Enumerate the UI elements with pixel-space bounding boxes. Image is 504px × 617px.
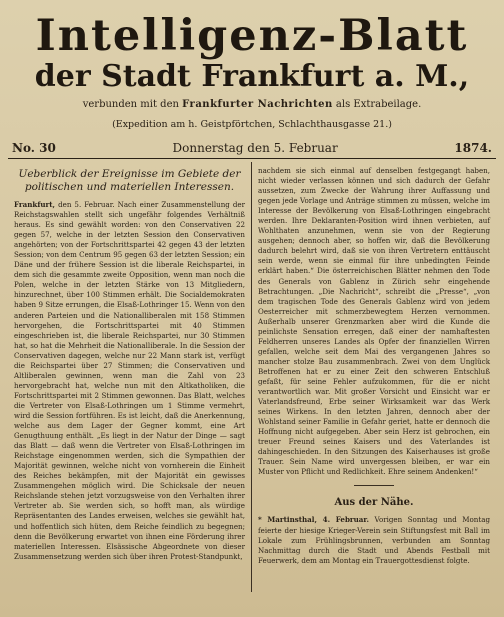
right-column-text: nachdem sie sich einmal auf denselben festgegangt haben, nicht wieder verlassen können und sich dadurch der Gefahr aussetzen, zum Zwecke der Wahrung ihrer Auffassung und gegen jede Vorlage und Anträge stimmen zu müssen, welche im Interesse der Bevölkerung von Elsaß-Lothringen eingebracht werden. Ihre Deklaranten-Position wird ihnen verbieten, auf Wohlthaten anzunehmen, wenn sie von der Regierung ausgehen; dennoch aber, so hoffen wir, daß die Bevölkerung dadurch belehrt wird, daß sie von ihren Vertretern enttäuscht sein werde, wenn sie einmal für ihre unbedingten Feinde erklärt haben.“ Die österreichischen Blätter nehmen den Tode des Generals von Gablenz in Zürich sehr eingehende Betrachtungen. „Die Nachricht“, schreibt die „Presse“, „von dem tragischen Tode des Generals Gablenz wird von jedem Oesterreicher mit schmerzbewegtem Herzen vernommen. Außerhalb unserer Grenzmarken aber wird die Kunde die peinlichste Sensation erregen, daß einer der namhaftesten Feldherren unseres Landes als Opfer der finanziellen Wirren gefallen, welche seit dem Mai des vergangenen Jahres so mancher stolze Bau zusammenbrach. Zwei von dem Unglück Betroffenen hat er zu einer Zeit den schweren Entschluß gefaßt, für seine Fehler aufzukommen, für die er nicht verantwortlich war. Mit großer Vorsicht und Einsicht war er Vaterlandsfreund, Erbe seiner Wirksamkeit war das Werk seines Wirkens. In den letzten Jahren, dennoch aber der Wohlstand seiner Familie in Gefahr geriet, hatte er dennoch die Hoffnung nicht aufgegeben. Aber sein Herz ist gebrochen, ein treuer Freund seines Kaisers und des Vaterlandes ist dahingeschieden. In den Sitzungen des Kaiserhauses ist große Trauer. Sein Name wird unvergessen bleiben, er war ein Muster von Pflicht und Redlichkeit. Ehre seinem Andenken!“	[258, 166, 490, 477]
left-column	[8, 162, 252, 592]
newspaper-title: Intelligenz-Blatt	[35, 11, 469, 61]
tagline-prefix: verbunden mit den	[82, 99, 179, 110]
issue-number: No. 30	[12, 141, 56, 155]
tagline	[8, 98, 496, 112]
issue-date: Donnerstag den 5. Februar	[172, 141, 338, 155]
right-column-lead: * Martinsthal, 4. Februar.	[258, 515, 369, 525]
dateline	[8, 141, 496, 159]
expedition-address: (Expedition am h. Geistpförtchen, Schlachthausgasse 21.)	[112, 119, 392, 130]
newspaper-subtitle: der Stadt Frankfurt a. M.,	[34, 59, 470, 94]
right-column	[252, 162, 496, 592]
right-column-heading: Aus der Nähe.	[334, 497, 414, 509]
left-column-lead: Frankfurt,	[14, 200, 56, 209]
right-column-body-2: Vorigen Sonntag und Montag feierte der hiesige Krieger-Verein sein Stiftungsfest mit Ball im Lokale zum Frühlingsbrunnen, verbunden am Sonntag Nachmittag durch die Stadt und Abends Festball mit Feuerwerk, dem am Montag ein Trauergottesdienst folgte.	[258, 515, 490, 565]
left-column-text	[14, 200, 245, 562]
right-column-text-2	[258, 515, 490, 565]
tagline-suffix: als Extrabeilage.	[335, 99, 422, 110]
section-divider	[354, 485, 394, 486]
left-column-heading: Ueberblick der Ereignisse im Gebiete der politischen und materiellen Interessen.	[18, 168, 241, 193]
tagline-paper-name: Frankfurter Nachrichten	[182, 99, 333, 110]
article-columns	[8, 162, 496, 592]
left-column-body: den 5. Februar. Nach einer Zusammenstellung der Reichstagswahlen stellt sich ungefähr folgendes Verhältniß heraus. Es sind gewählt worden: von den Conservativen 22 gegen 57, welche in der letzten Session den Conservativen angehörten; von der Fortschrittspartei 42 gegen 43 der letzten Session; von dem Centrum 95 gegen 63 der letzten Session; ein Däne und der frühere Session ist die liberale Reichspartei, in dem sich die gesammte zweite Opposition, wenn man noch die Polen, welche in der letzten Stärke von 13 Mitgliedern, hinzurechnet, über 100 Stimmen erhält. Die Socialdemokraten haben 9 Sitze errungen, die Elsaß-Lothringer 15. Wenn von den anderen Parteien und die Nationalliberalen mit 158 Stimmen hervorgehen, die Fortschrittspartei mit 40 Stimmen eingeschrieben ist, die liberale Reichspartei, nur 30 Stimmen hat, so hat die Mehrheit die Nationalliberale. In die Session der Conservativen dagegen, welche nur 22 Mann stark ist, verfügt die Reichspartei über 27 Stimmen; die Conservativen und Altliberalen gewinnen, wenn man die Zahl von 23 hervorgebracht hat, welche nun mit den Altkatholiken, die Fortschrittspartei mit 2 Stimmen gewonnen. Das Blatt, welches die Vertreter von Elsaß-Lothringen um 1 Stimme vermehrt, wird die Session fortführen. Es ist leicht, daß die Anerkennung, welche aus dem Lager der Gegner kommt, eine Art Genugthuung enthält. „Es liegt in der Natur der Dinge — sagt das Blatt — daß wenn die Vertreter von Elsaß-Lothringen im Reichstage eingenommen werden, sich die Sympathien der Majorität gewinnen, welche nicht von vornherein die Einheit des Reiches bekämpfen, mit der Majorität ein gewisses Zusammengehen möglich wird. Die Schicksale der neuen Reichslande stehen jetzt vorzugsweise von den Verhalten ihrer Vertreter ab. Sie werden sich, so hofft man, als würdige Repräsentanten des Landes erweisen, welches sie gewählt hat, und hoffentlich sich hüten, dem Reiche feindlich zu begegnen; denn die Bevölkerung erwartet von ihnen eine Förderung ihrer materiellen Interessen. Elsässische Abgeordnete von dieser Zusammensetzung werden sich über ihren Protest-Standpunkt,	[14, 200, 245, 561]
issue-year: 1874.	[454, 141, 492, 155]
masthead	[8, 12, 496, 131]
